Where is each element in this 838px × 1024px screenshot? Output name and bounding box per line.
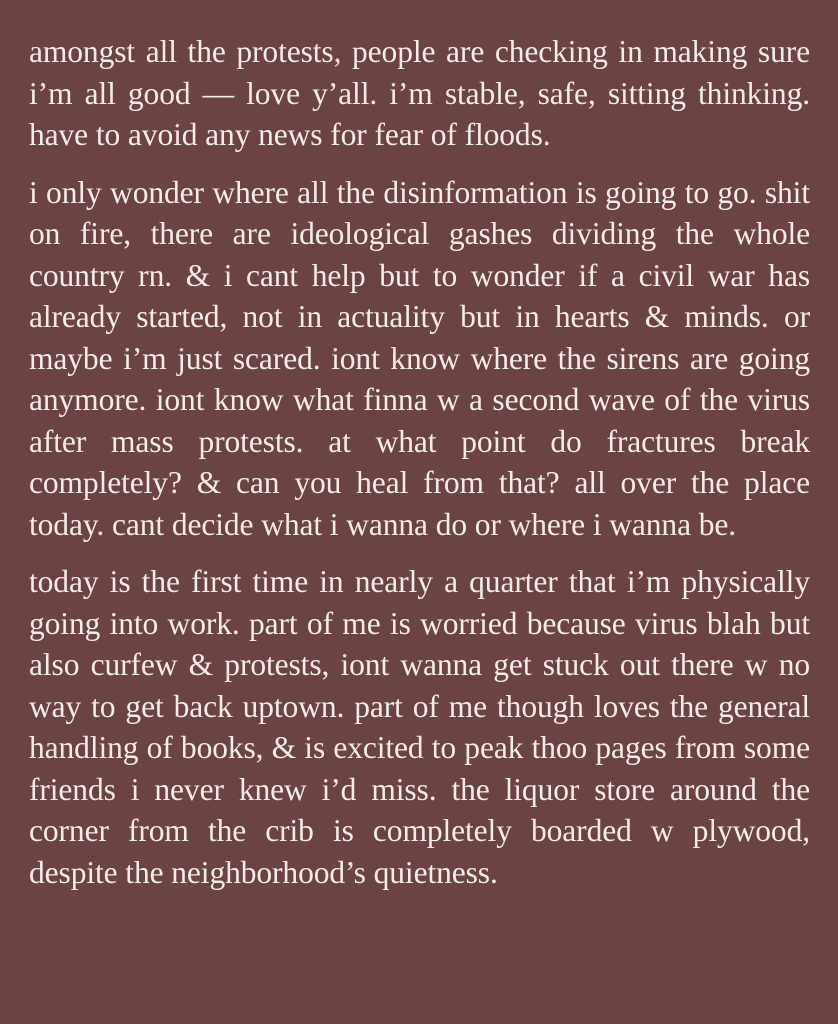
- paragraph-1: amongst all the protests, people are checking in making sure i’m all good — love y’all. i’m stable, safe, sitting thinking. have to avoid any news for fear of floods.: [29, 34, 810, 152]
- paragraph-3: today is the first time in nearly a quarter that i’m physically going into work. part of me is worried because virus blah but also curfew & protests, iont wanna get stuck out there w no way to get back uptown. part of me though loves the general handling of books, & is excited to peak thoo pages from some friends i never knew i’d miss. the liquor store around the corner from the crib is completely boarded w plywood, despite the neighborhood’s quietness.: [29, 564, 810, 890]
- paragraph-2: i only wonder where all the disinformation is going to go. shit on fire, there are ideological gashes dividing the whole country rn. & i cant help but to wonder if a civil war has already started, not in actuality but in hearts & minds. or maybe i’m just scared. iont know where the sirens are going anymore. iont know what finna w a second wave of the virus after mass protests. at what point do fractures break completely? & can you heal from that? all over the place today. cant decide what i wanna do or where i wanna be.: [29, 174, 810, 542]
